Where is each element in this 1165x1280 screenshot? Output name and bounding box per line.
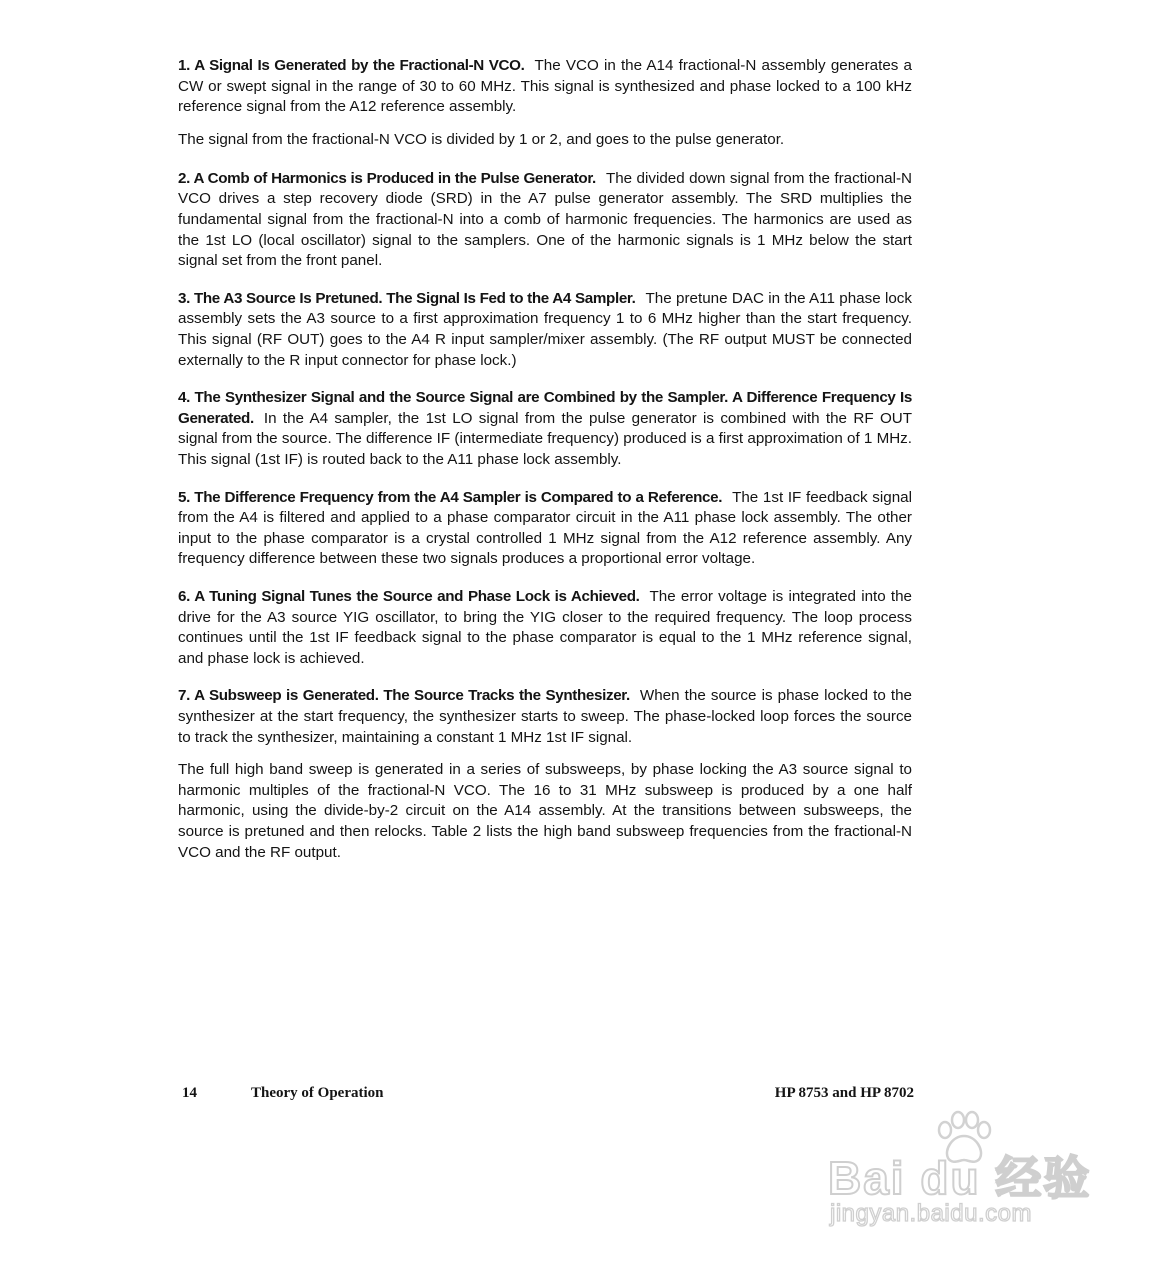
- paragraph-5-text: The 1st IF feedback signal from the A4 is filtered and applied to a phase comparator circuit in the A11 phase lock assembly. The other input to the phase comparator is a crystal controlled 1 MHz signal from the A12 reference assembly. Any frequency difference between these two signals produces a proportional error voltage.: [178, 488, 912, 568]
- paragraph-6-text: The error voltage is integrated into the drive for the A3 source YIG oscillator, to bring the YIG closer to the required frequency. The loop process continues until the 1st IF feedback signal to the phase comparator is equal to the 1 MHz reference signal, and phase lock is achieved.: [178, 587, 912, 667]
- paragraph-4-heading: 4. The Synthesizer Signal and the Source Signal are Combined by the Sampler. A Difference Frequency Is Generated.: [178, 389, 912, 427]
- paragraph-6: [178, 587, 912, 669]
- paragraph-3-heading: 3. The A3 Source Is Pretuned. The Signal Is Fed to the A4 Sampler.: [178, 289, 636, 307]
- paragraph-3-text: The pretune DAC in the A11 phase lock assembly sets the A3 source to a first approximation frequency 1 to 6 MHz higher than the start frequency. This signal (RF OUT) goes to the A4 R input sampler/mixer assembly. (The RF output MUST be connected externally to the R input connector for phase lock.): [178, 289, 912, 369]
- paragraph-1b: [178, 130, 912, 151]
- paragraph-1-text: The VCO in the A14 fractional-N assembly generates a CW or swept signal in the range of 30 to 60 MHz. This signal is synthesized and phase locked to a 100 kHz reference signal from the A12 reference assembly.: [178, 57, 912, 116]
- paragraph-6-heading: 6. A Tuning Signal Tunes the Source and Phase Lock is Achieved.: [178, 587, 640, 605]
- paragraph-2-heading: 2. A Comb of Harmonics is Produced in the Pulse Generator.: [178, 169, 596, 187]
- paragraph-7-text: When the source is phase locked to the synthesizer at the start frequency, the synthesizer starts to sweep. The phase-locked loop forces the source to track the synthesizer, maintaining a constant 1 MHz 1st IF signal.: [178, 687, 913, 746]
- footer-model: HP 8753 and HP 8702: [774, 1085, 914, 1101]
- page-number: 14: [182, 1085, 197, 1101]
- watermark-brand: Bai du 经验: [828, 1152, 1092, 1204]
- paragraph-7b-text: The full high band sweep is generated in a series of subsweeps, by phase locking the A3 source signal to harmonic multiples of the fractional-N VCO. The 16 to 31 MHz subsweep is produced by a one half harmonic, using the divide-by-2 circuit on the A14 assembly. At the transitions between subsweeps, the source is pretuned and then relocks. Table 2 lists the high band subsweep frequencies from the fractional-N VCO and the RF output.: [178, 761, 912, 861]
- paragraph-1-heading: 1. A Signal Is Generated by the Fractional-N VCO.: [178, 57, 525, 74]
- paragraph-7b: [178, 760, 912, 863]
- paragraph-2: [178, 169, 912, 272]
- paragraph-7: [178, 686, 912, 748]
- paragraph-5-heading: 5. The Difference Frequency from the A4 Sampler is Compared to a Reference.: [178, 488, 723, 506]
- paragraph-4: [178, 388, 912, 470]
- paragraph-7-heading: 7. A Subsweep is Generated. The Source Tracks the Synthesizer.: [178, 687, 630, 705]
- paragraph-3: [178, 289, 912, 371]
- watermark-url: jingyan.baidu.com: [830, 1200, 1032, 1227]
- page-footer: [178, 1085, 914, 1107]
- paragraph-2-text: The divided down signal from the fractional-N VCO drives a step recovery diode (SRD) in the A7 pulse generator assembly. The SRD multiplies the fundamental signal from the fractional-N into a comb of harmonic frequencies. The harmonics are used as the 1st LO (local oscillator) signal to the samplers. One of the harmonic signals is 1 MHz below the start signal set from the front panel.: [178, 169, 912, 270]
- paragraph-4-text: In the A4 sampler, the 1st LO signal from the pulse generator is combined with the RF OUT signal from the source. The difference IF (intermediate frequency) produced is a first approximation of 1 MHz. This signal (1st IF) is routed back to the A11 phase lock assembly.: [178, 409, 912, 468]
- paragraph-5: [178, 488, 912, 570]
- document-body: [178, 56, 912, 876]
- paragraph-1: [178, 56, 912, 118]
- footer-section-title: Theory of Operation: [251, 1085, 384, 1101]
- paragraph-1b-text: The signal from the fractional-N VCO is divided by 1 or 2, and goes to the pulse generator.: [178, 131, 785, 149]
- baidu-watermark: [828, 1108, 1098, 1238]
